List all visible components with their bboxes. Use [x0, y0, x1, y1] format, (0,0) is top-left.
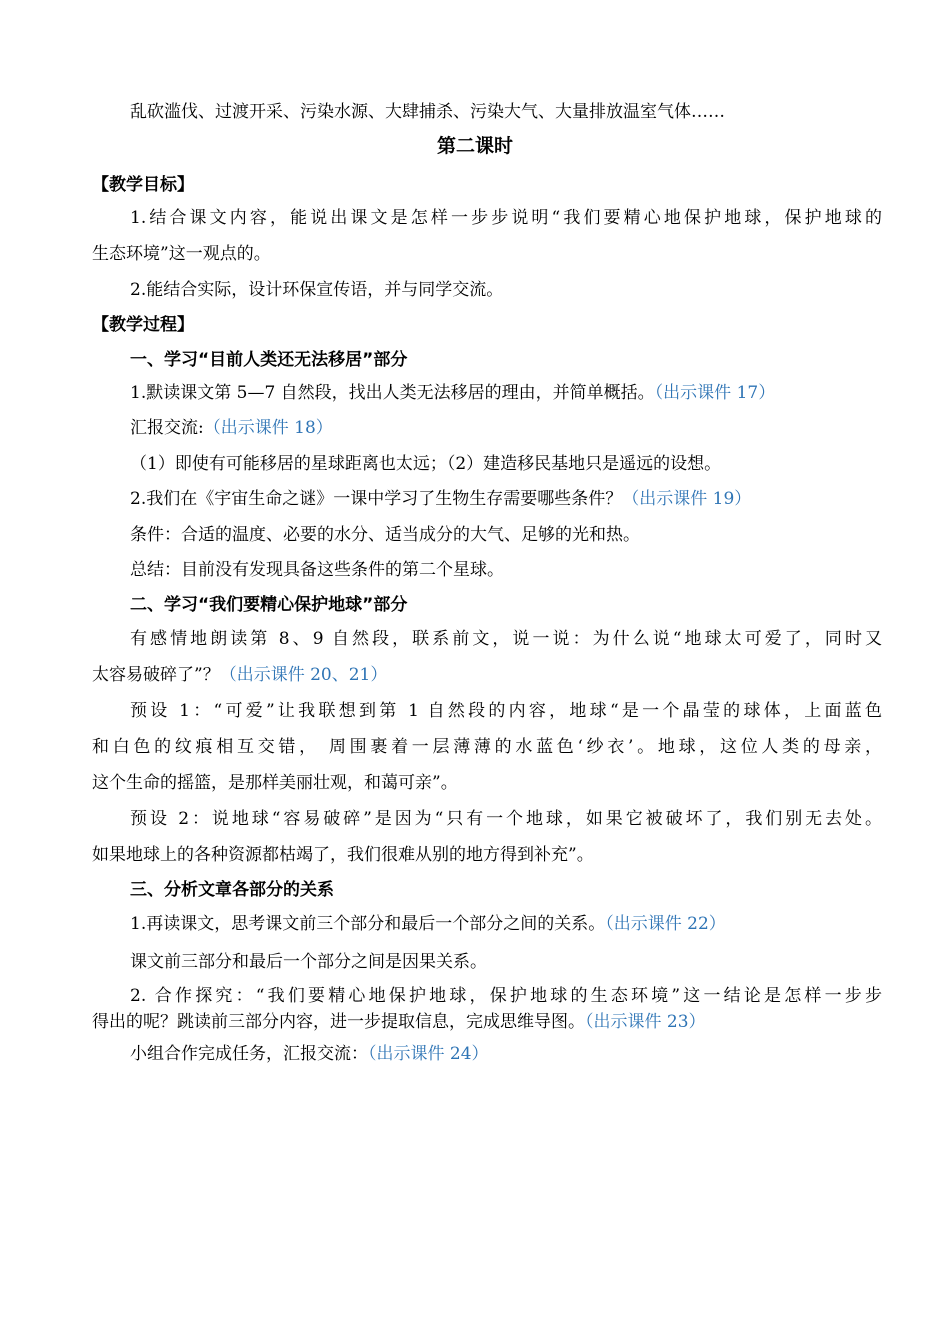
- goal-item-2: 2.能结合实际，设计环保宣传语，并与同学交流。: [130, 280, 504, 300]
- courseware-link-18[interactable]: （出示课件 18）: [203, 418, 333, 438]
- section-3-question-2-line-1: 2. 合作探究：“我们要精心地保护地球，保护地球的生态环境”这一结论是怎样一步步: [130, 986, 882, 1006]
- section-1-question-1: [130, 381, 882, 405]
- preset-1-line-3: 这个生命的摇篮，是那样美丽壮观，和蔼可亲”。: [92, 773, 458, 793]
- section-3-answer-1: 课文前三部分和最后一个部分之间是因果关系。: [130, 952, 487, 972]
- task-text: 小组合作完成任务，汇报交流：: [130, 1044, 368, 1064]
- section-3-heading: 三、分析文章各部分的关系: [130, 880, 334, 900]
- courseware-link-17[interactable]: （出示课件 17）: [654, 383, 776, 403]
- section-1-conditions: 条件：合适的温度、必要的水分、适当成分的大气、足够的光和热。: [130, 525, 640, 545]
- section-2-heading: 二、学习“我们要精心保护地球”部分: [130, 595, 408, 615]
- report-text: 汇报交流:: [130, 418, 204, 438]
- section-1-question-2: [130, 487, 882, 511]
- section-1-report: [130, 416, 882, 440]
- courseware-link-24[interactable]: （出示课件 24）: [368, 1044, 489, 1064]
- courseware-link-20-21[interactable]: （出示课件 20、21）: [219, 665, 388, 685]
- process-heading: 【教学过程】: [92, 315, 194, 335]
- courseware-link-22[interactable]: （出示课件 22）: [605, 914, 726, 934]
- intro-line: 乱砍滥伐、过渡开采、污染水源、大肆捕杀、污染大气、大量排放温室气体……: [130, 102, 725, 122]
- preset-2-line-1: 预设 2：说地球“容易破碎”是因为“只有一个地球，如果它被破坏了，我们别无去处。: [130, 809, 882, 829]
- question-text: 得出的呢？跳读前三部分内容，进一步提取信息，完成思维导图。: [92, 1012, 585, 1032]
- preset-1-line-1: 预设 1：“可爱”让我联想到第 1 自然段的内容，地球“是一个晶莹的球体，上面蓝色: [130, 701, 882, 721]
- section-2-paragraph-line-2: [92, 663, 882, 687]
- section-1-summary: 总结：目前没有发现具备这些条件的第二个星球。: [130, 560, 504, 580]
- preset-1-line-2: 和白色的纹痕相互交错， 周围裹着一层薄薄的水蓝色‘纱衣’。地球，这位人类的母亲，: [92, 737, 882, 757]
- goal-item-1-line-2: 生态环境”这一观点的。: [92, 244, 271, 264]
- goals-heading: 【教学目标】: [92, 175, 194, 195]
- section-3-task: [130, 1042, 882, 1066]
- paragraph-text: 太容易破碎了”？: [92, 665, 220, 685]
- section-2-paragraph-line-1: 有感情地朗读第 8、9 自然段，联系前文，说一说：为什么说“地球太可爱了，同时又: [130, 629, 882, 649]
- courseware-link-23[interactable]: （出示课件 23）: [585, 1012, 706, 1032]
- question-text: 1.再读课文，思考课文前三个部分和最后一个部分之间的关系。: [130, 914, 606, 934]
- courseware-link-19[interactable]: （出示课件 19）: [622, 489, 752, 509]
- section-1-answer: （1）即使有可能移居的星球距离也太远；（2）建造移民基地只是遥远的设想。: [130, 454, 722, 474]
- lesson-title: 第二课时: [436, 135, 513, 157]
- preset-2-line-2: 如果地球上的各种资源都枯竭了，我们很难从别的地方得到补充”。: [92, 845, 594, 865]
- section-3-question-1: [130, 912, 882, 936]
- question-text: 1.默读课文第 5—7 自然段，找出人类无法移居的理由，并简单概括。: [130, 383, 655, 403]
- goal-item-1-line-1: 1.结合课文内容，能说出课文是怎样一步步说明“我们要精心地保护地球，保护地球的: [130, 208, 882, 228]
- section-1-heading: 一、学习“目前人类还无法移居”部分: [130, 350, 408, 370]
- question-text: 2.我们在《宇宙生命之谜》一课中学习了生物生存需要哪些条件？: [130, 489, 623, 509]
- section-3-question-2-line-2: [92, 1010, 882, 1034]
